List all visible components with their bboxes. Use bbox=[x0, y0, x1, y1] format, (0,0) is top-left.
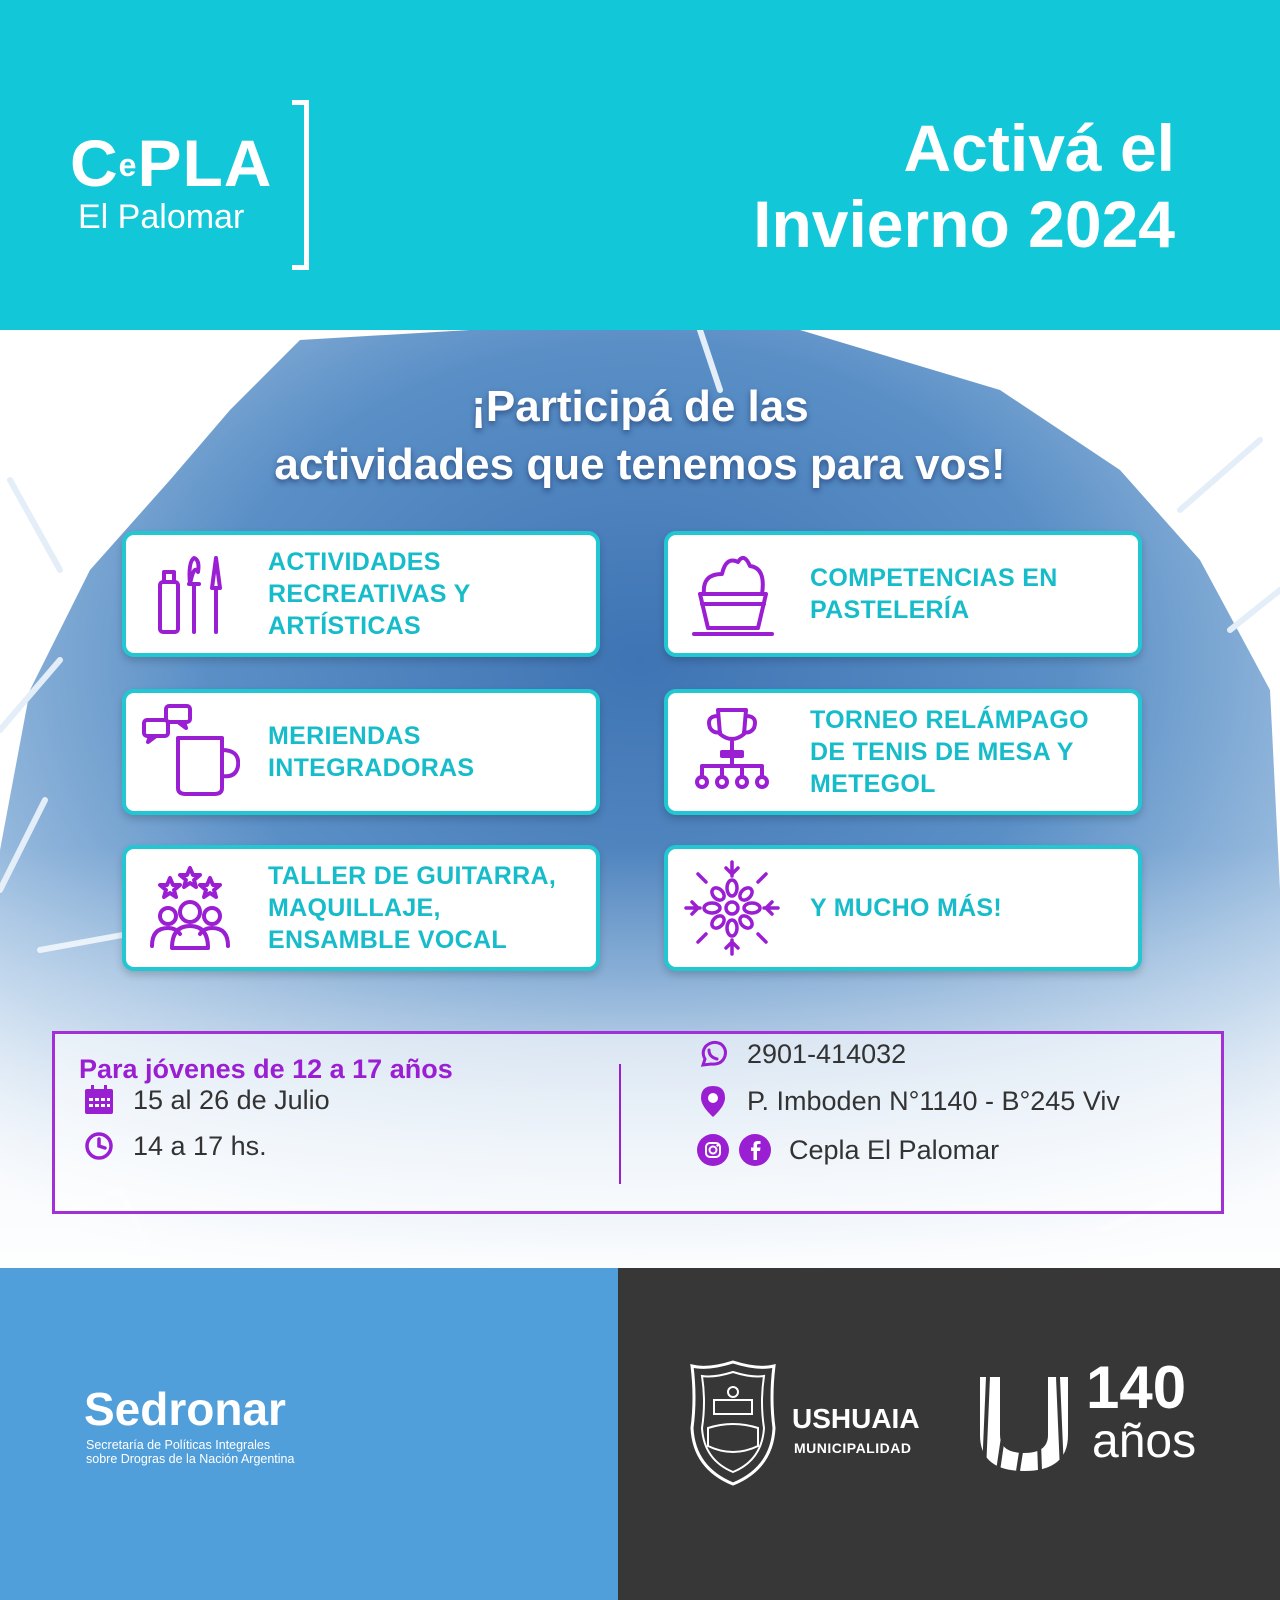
ushuaia-subtitle: MUNICIPALIDAD bbox=[794, 1440, 912, 1456]
header-banner bbox=[0, 0, 1280, 330]
info-divider bbox=[619, 1064, 621, 1184]
audience-text: Para jóvenes de 12 a 17 años bbox=[79, 1054, 453, 1084]
whatsapp-icon bbox=[697, 1038, 729, 1070]
logo-bracket bbox=[292, 100, 309, 270]
trophy-bracket-icon bbox=[682, 702, 782, 802]
logo-subtitle: El Palomar bbox=[78, 198, 245, 236]
dates-row bbox=[83, 1084, 330, 1116]
location-pin-icon bbox=[697, 1084, 729, 1118]
anniversary-word: años bbox=[1092, 1415, 1197, 1468]
hours-row bbox=[83, 1130, 267, 1162]
anniversary-number: 140 bbox=[1086, 1354, 1187, 1421]
activity-card bbox=[122, 531, 600, 657]
mug-chat-icon bbox=[140, 702, 240, 802]
activity-label: MERIENDAS INTEGRADORAS bbox=[268, 722, 475, 782]
sedronar-subtitle: Secretaría de Políticas Integrales sobre Drogras de la Nación Argentina bbox=[86, 1438, 295, 1466]
activity-label: ACTIVIDADES RECREATIVAS Y ARTÍSTICAS bbox=[268, 548, 471, 640]
activity-label: TORNEO RELÁMPAGO DE TENIS DE MESA Y METEGOL bbox=[810, 706, 1089, 798]
phone-text: 2901-414032 bbox=[747, 1038, 907, 1069]
activity-label: COMPETENCIAS EN PASTELERÍA bbox=[810, 564, 1058, 624]
address-row bbox=[697, 1084, 1120, 1118]
instagram-icon bbox=[697, 1134, 729, 1166]
clock-icon bbox=[83, 1130, 115, 1162]
sedronar-footer bbox=[0, 1268, 618, 1600]
social-text: Cepla El Palomar bbox=[789, 1134, 1000, 1165]
snowflake-icon bbox=[682, 858, 782, 958]
address-text: P. Imboden N°1140 - B°245 Viv bbox=[747, 1085, 1120, 1116]
hero-title: Activá el Invierno 2024 bbox=[753, 111, 1175, 261]
cupcake-icon bbox=[682, 544, 782, 644]
activity-label: TALLER DE GUITARRA, MAQUILLAJE, ENSAMBLE VOCAL bbox=[268, 862, 557, 954]
ushuaia-footer bbox=[618, 1268, 1280, 1600]
activity-card bbox=[664, 689, 1142, 815]
calendar-icon bbox=[83, 1084, 115, 1116]
info-box bbox=[52, 1031, 1224, 1214]
activity-label: Y MUCHO MÁS! bbox=[810, 894, 1003, 922]
activity-card bbox=[122, 845, 600, 971]
group-stars-icon bbox=[140, 858, 240, 958]
social-row bbox=[697, 1134, 999, 1166]
ushuaia-name: USHUAIA bbox=[792, 1403, 920, 1434]
activity-card bbox=[664, 845, 1142, 971]
subheadline: ¡Participá de las actividades que tenemos para vos! bbox=[274, 382, 1006, 489]
hours-text: 14 a 17 hs. bbox=[133, 1130, 267, 1161]
ushuaia-u-logo bbox=[978, 1373, 1070, 1473]
activity-card bbox=[664, 531, 1142, 657]
art-supplies-icon bbox=[140, 544, 240, 644]
phone-row bbox=[697, 1038, 906, 1070]
sedronar-title: Sedronar bbox=[84, 1383, 286, 1435]
activity-card bbox=[122, 689, 600, 815]
logo-wordmark: CePLA bbox=[70, 126, 273, 200]
dates-text: 15 al 26 de Julio bbox=[133, 1084, 330, 1115]
cepla-logo bbox=[70, 100, 310, 265]
facebook-icon bbox=[739, 1134, 771, 1166]
ushuaia-crest-icon bbox=[688, 1358, 778, 1488]
